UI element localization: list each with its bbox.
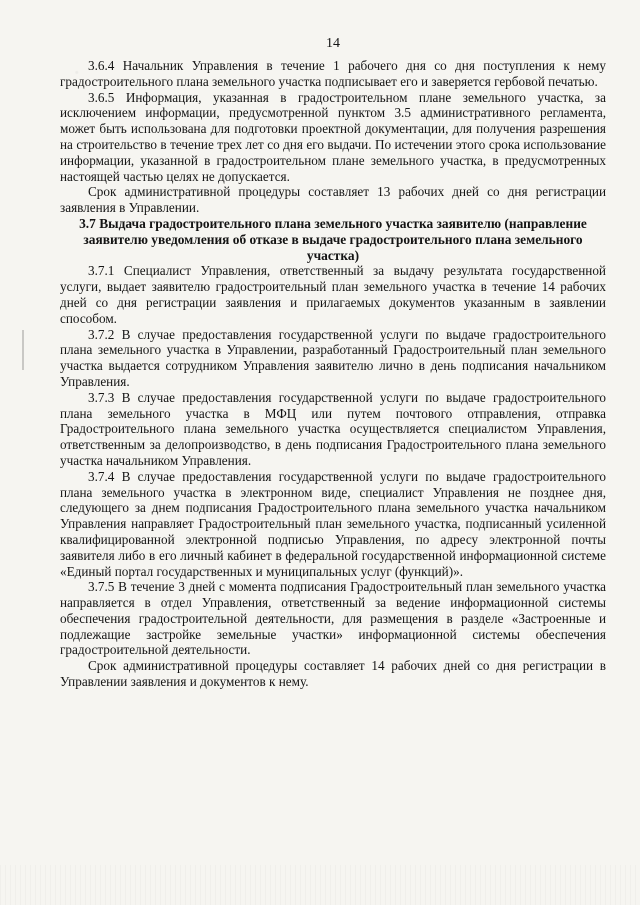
- paragraph-3-6-4: 3.6.4 Начальник Управления в течение 1 рабочего дня со дня поступления к нему градостроительного плана земельного участка подписывает его и заверяется гербовой печатью.: [60, 58, 606, 89]
- paragraph-3-7-2: 3.7.2 В случае предоставления государственной услуги по выдаче градостроительного плана земельного участка в Управлении, разработанный Градостроительный план земельного участка выдается сотрудником Управления заявителю лично в день подписания начальником Управления.: [60, 326, 606, 389]
- scan-noise: [0, 865, 640, 905]
- paragraph-3-7-4: 3.7.4 В случае предоставления государственной услуги по выдаче градостроительного плана земельного участка в электронном виде, специалист Управления не позднее дня, следующего за днем подписания Градостроительного плана земельного участка начальником Управления направляет Градостроительный план земельного участка, подписанный усиленной квалифицированной электронной подписью Управления, по адресу электронной почты заявителя либо в его личный кабинет в федеральной государственной информационной системе «Единый портал государственных и муниципальных услуг (функций)».: [60, 468, 606, 579]
- paragraph-3-7-1: 3.7.1 Специалист Управления, ответственный за выдачу результата государственной услуги, выдает заявителю градостроительный план земельного участка в течение 14 рабочих дней со дня регистрации заявления и прилагаемых документов указанным в заявлении способом.: [60, 263, 606, 326]
- paragraph-term-3-7: Срок административной процедуры составляет 14 рабочих дней со дня регистрации в Управлении заявления и документов к нему.: [60, 658, 606, 690]
- paragraph-term-3-6: Срок административной процедуры составляет 13 рабочих дней со дня регистрации заявления в Управлении.: [60, 184, 606, 216]
- paragraph-3-6-5: 3.6.5 Информация, указанная в градостроительном плане земельного участка, за исключением информации, предусмотренной пунктом 3.5 административного регламента, может быть использована для подготовки проектной документации, для получения разрешения на строительство в течение трех лет со дня его выдачи. По истечении этого срока использование информации, указанной в градостроительном плане земельного участка, в предусмотренных настоящей частью целях не допускается.: [60, 89, 606, 184]
- scan-artifact: [22, 330, 24, 370]
- section-heading-3-7: 3.7 Выдача градостроительного плана земельного участка заявителю (направление заявителю уведомления об отказе в выдаче градостроительного плана земельного участка): [79, 215, 587, 263]
- page-number: 14: [326, 36, 340, 51]
- paragraph-3-7-5: 3.7.5 В течение 3 дней с момента подписания Градостроительный план земельного участка направляется в отдел Управления, ответственный за ведение информационной системы обеспечения градостроительной деятельности, для размещения в разделе «Застроенные и подлежащие застройке земельные участки» информационной системы обеспечения градостроительной деятельности.: [60, 579, 606, 658]
- paragraph-3-7-3: 3.7.3 В случае предоставления государственной услуги по выдаче градостроительного плана земельного участка в МФЦ или путем почтового отправления, отправка Градостроительного плана земельного участка осуществляется специалистом Управления, ответственным за делопроизводство, в день подписания Градостроительного плана земельного участка начальником Управления.: [60, 389, 606, 468]
